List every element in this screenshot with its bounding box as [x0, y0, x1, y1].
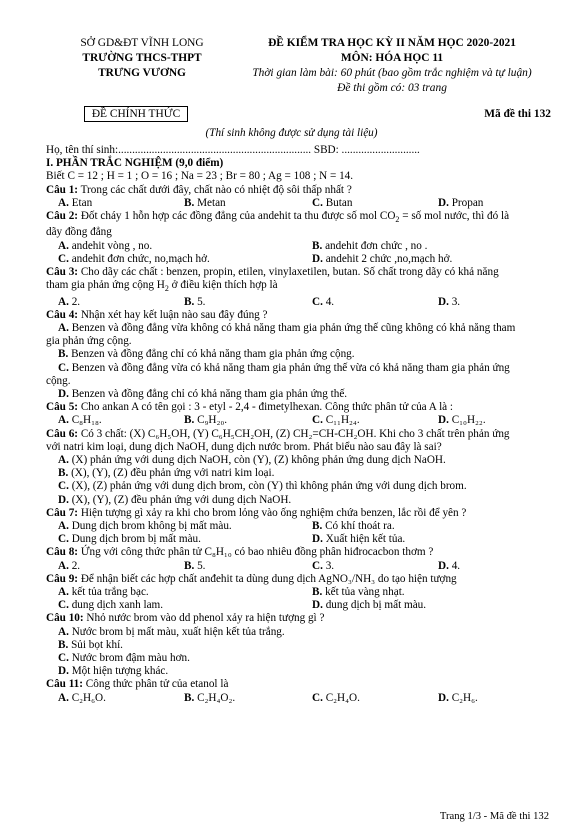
option-a[interactable]: A. C₂H₆O.: [58, 691, 106, 704]
option-a[interactable]: A. 2.: [58, 295, 81, 308]
question-2: Câu 2: Đốt cháy 1 hỗn hợp các đồng đẳng của andehit ta thu được số mol $CO_2$ = số mol nước, thì đó là: [46, 210, 510, 225]
question-text: Công thức phân tử của etanol là: [83, 678, 229, 691]
option-c[interactable]: C. andehit đơn chức, no,mạch hở.: [58, 252, 210, 265]
exam-note: (Thí sinh không được sử dụng tài liệu): [205, 127, 378, 139]
options-1: [46, 197, 556, 210]
options-7-ab: [46, 520, 556, 533]
option-a[interactable]: A. 2.: [58, 559, 81, 572]
option-c[interactable]: C. dung dịch xanh lam.: [58, 599, 164, 612]
question-label: Câu 10:: [46, 612, 84, 625]
option-a[interactable]: A. Benzen và đồng đẳng vừa không có khả năng tham gia phản ứng thế cũng không có khả năng tham: [58, 322, 516, 335]
option-b[interactable]: B. C₉H₂₀.: [184, 414, 228, 427]
question-text: Nhận xét hay kết luận nào sau đây đúng ?: [78, 308, 268, 321]
option-d[interactable]: D. 4.: [438, 559, 461, 572]
option-c[interactable]: C. 4.: [312, 295, 335, 308]
question-text: Hiện tượng gì xảy ra khi cho brom lỏng vào ống nghiệm chứa benzen, lắc rồi để yên ?: [78, 506, 467, 519]
option-b[interactable]: B. andehit đơn chức , no .: [312, 239, 428, 252]
option-c[interactable]: C. Dung dịch brom bị mất màu.: [58, 533, 201, 546]
option-d[interactable]: D. dung dịch bị mất màu.: [312, 599, 427, 612]
options-9-cd: [46, 599, 556, 612]
option-a[interactable]: A. Nước brom bị mất màu, xuất hiện kết tủa trắng.: [58, 625, 285, 638]
question-text: Để nhận biết các hợp chất anđehit ta dùng dung dịch AgNO₃/NH₃ do tạo hiện tượng: [78, 572, 457, 585]
option-b[interactable]: B. 5.: [184, 295, 206, 308]
school-name-2: TRƯNG VƯƠNG: [98, 67, 186, 79]
option-b[interactable]: B. 5.: [184, 559, 206, 572]
option-b[interactable]: B. Metan: [184, 196, 226, 209]
question-6-cont: với natri kim loại, dung dịch NaOH, dung dịch nước brom. Phát biểu nào sau đây là sai?: [46, 440, 442, 453]
option-b[interactable]: B. C₂H₄O₂.: [184, 691, 236, 704]
question-5: [46, 401, 556, 414]
options-7-cd: [46, 533, 556, 546]
options-11: [46, 692, 556, 705]
option-d[interactable]: D. Propan: [438, 196, 484, 209]
exam-pages: Đề thi gồm có: 03 trang: [337, 82, 447, 94]
question-9: [46, 573, 556, 586]
option-c[interactable]: C. Nước brom đậm màu hơn.: [58, 652, 190, 665]
option-b[interactable]: B. Benzen và đồng đẳng chỉ có khả năng tham gia phản ứng cộng.: [58, 348, 355, 361]
exam-subject: MÔN: HÓA HỌC 11: [340, 52, 444, 64]
options-9-ab: [46, 586, 556, 599]
question-label: Câu 9:: [46, 572, 79, 585]
exam-time: Thời gian làm bài: 60 phút (bao gồm trắc nghiệm và tự luận): [252, 67, 532, 79]
question-1: [46, 184, 556, 197]
question-3-cont: tham gia phản ứng cộng $H_2$ ở điều kiện thích hợp là: [46, 279, 278, 294]
option-a[interactable]: A. Dung dịch brom không bị mất màu.: [58, 520, 232, 533]
option-d[interactable]: D. Xuất hiện kết tủa.: [312, 533, 406, 546]
question-label: Câu 8:: [46, 546, 79, 559]
option-d[interactable]: D. andehit 2 chức ,no,mạch hở.: [312, 252, 453, 265]
question-text: Ứng với công thức phân tử C₈H₁₀ có bao nhiêu đồng phân hiđrocacbon thơm ?: [78, 546, 434, 559]
option-c-cont: cộng.: [46, 374, 71, 387]
question-label: Câu 1:: [46, 183, 79, 196]
option-c[interactable]: C. Benzen và đồng đẳng vừa có khả năng tham gia phản ứng thế vừa có khả năng tham gia phản ứng: [58, 361, 510, 374]
official-stamp: ĐỀ CHÍNH THỨC: [84, 106, 188, 122]
option-c[interactable]: C. C₁₁H₂₄.: [312, 414, 360, 427]
question-text: Có 3 chất: (X) C₆H₅OH, (Y) C₆H₅CH₂OH, (Z) CH₂=CH-CH₂OH. Khi cho 3 chất trên phản ứng: [78, 427, 510, 440]
question-label: Câu 3:: [46, 266, 79, 279]
section-title: I. PHẦN TRẮC NGHIỆM (9,0 điểm): [46, 157, 224, 170]
option-d[interactable]: D. Benzen và đồng đẳng chỉ có khả năng tham gia phản ứng thế.: [58, 388, 348, 401]
option-d[interactable]: D. (X), (Y), (Z) đều phản ứng với dung dịch NaOH.: [58, 493, 292, 506]
question-7: [46, 507, 556, 520]
option-a-cont: gia phản ứng cộng.: [46, 335, 132, 348]
option-c[interactable]: C. Butan: [312, 196, 353, 209]
question-label: Câu 6:: [46, 427, 79, 440]
options-3: [46, 296, 556, 309]
options-2-ab: [46, 240, 556, 253]
question-8: [46, 546, 556, 559]
exam-content: [46, 144, 556, 705]
question-text: Nhỏ nước brom vào dd phenol xảy ra hiện tượng gì ?: [83, 612, 325, 625]
options-8: [46, 560, 556, 573]
question-10: [46, 612, 556, 625]
question-3: [46, 266, 556, 279]
option-a[interactable]: A. (X) phản ứng với dung dịch NaOH, còn (Y), (Z) không phản ứng dung dịch NaOH.: [58, 454, 446, 467]
student-info-line: Họ, tên thí sinh:..................................................................... SBD: ............................: [46, 144, 420, 156]
option-a[interactable]: A. C₈H₁₈.: [58, 414, 102, 427]
option-b[interactable]: B. Có khí thoát ra.: [312, 520, 395, 533]
option-a[interactable]: A. Etan: [58, 196, 93, 209]
given-constants: Biết C = 12 ; H = 1 ; O = 16 ; Na = 23 ; Br = 80 ; Ag = 108 ; N = 14.: [46, 170, 354, 183]
page-footer: Trang 1/3 - Mã đề thi 132: [439, 811, 549, 822]
school-header: [62, 36, 222, 81]
question-6: [46, 428, 556, 441]
question-2-cont: dãy đồng đẳng: [46, 226, 112, 239]
question-label: Câu 2:: [46, 210, 79, 222]
option-a[interactable]: A. andehit vòng , no.: [58, 239, 153, 252]
option-c[interactable]: C. (X), (Z) phản ứng với dung dịch brom, còn (Y) thì không phản ứng với dung dịch brom.: [58, 480, 467, 493]
question-label: Câu 4:: [46, 308, 79, 321]
option-a[interactable]: A. kết tủa trắng bạc.: [58, 586, 149, 599]
school-name: TRƯỜNG THCS-THPT: [82, 52, 202, 64]
exam-code: Mã đề thi 132: [484, 108, 551, 120]
option-c[interactable]: C. 3.: [312, 559, 335, 572]
option-d[interactable]: D. C₂H₆.: [438, 691, 478, 704]
option-c[interactable]: C. C₂H₄O.: [312, 691, 360, 704]
option-b[interactable]: B. kết tủa vàng nhạt.: [312, 586, 405, 599]
question-text: Đốt cháy 1 hỗn hợp các đồng đẳng của andehit ta thu được số mol CO: [78, 210, 396, 222]
question-text: Trong các chất dưới đây, chất nào có nhiệt độ sôi thấp nhất ?: [78, 183, 352, 196]
option-b[interactable]: B. (X), (Y), (Z) đều phản ứng với natri kim loại.: [58, 467, 275, 480]
question-text: Cho dãy các chất : benzen, propin, etilen, vinylaxetilen, butan. Số chất trong dãy có khả năng: [78, 266, 499, 279]
option-d[interactable]: D. Một hiện tượng khác.: [58, 665, 169, 678]
question-11: [46, 678, 556, 691]
question-4: [46, 309, 556, 322]
question-label: Câu 5:: [46, 401, 79, 414]
question-text: Cho ankan A có tên gọi : 3 - etyl - 2,4 - đimetylhexan. Công thức phân tử của A là :: [78, 401, 454, 414]
department-name: SỞ GD&ĐT VĨNH LONG: [80, 37, 204, 49]
exam-header: [232, 36, 552, 96]
option-d[interactable]: D. 3.: [438, 295, 461, 308]
option-d[interactable]: D. C₁₀H₂₂.: [438, 414, 486, 427]
question-label: Câu 7:: [46, 506, 79, 519]
exam-title: ĐỀ KIỂM TRA HỌC KỲ II NĂM HỌC 2020-2021: [268, 37, 516, 49]
options-2-cd: [46, 253, 556, 266]
option-b[interactable]: B. Sủi bọt khí.: [58, 638, 123, 651]
question-label: Câu 11:: [46, 678, 83, 691]
options-5: [46, 414, 556, 427]
